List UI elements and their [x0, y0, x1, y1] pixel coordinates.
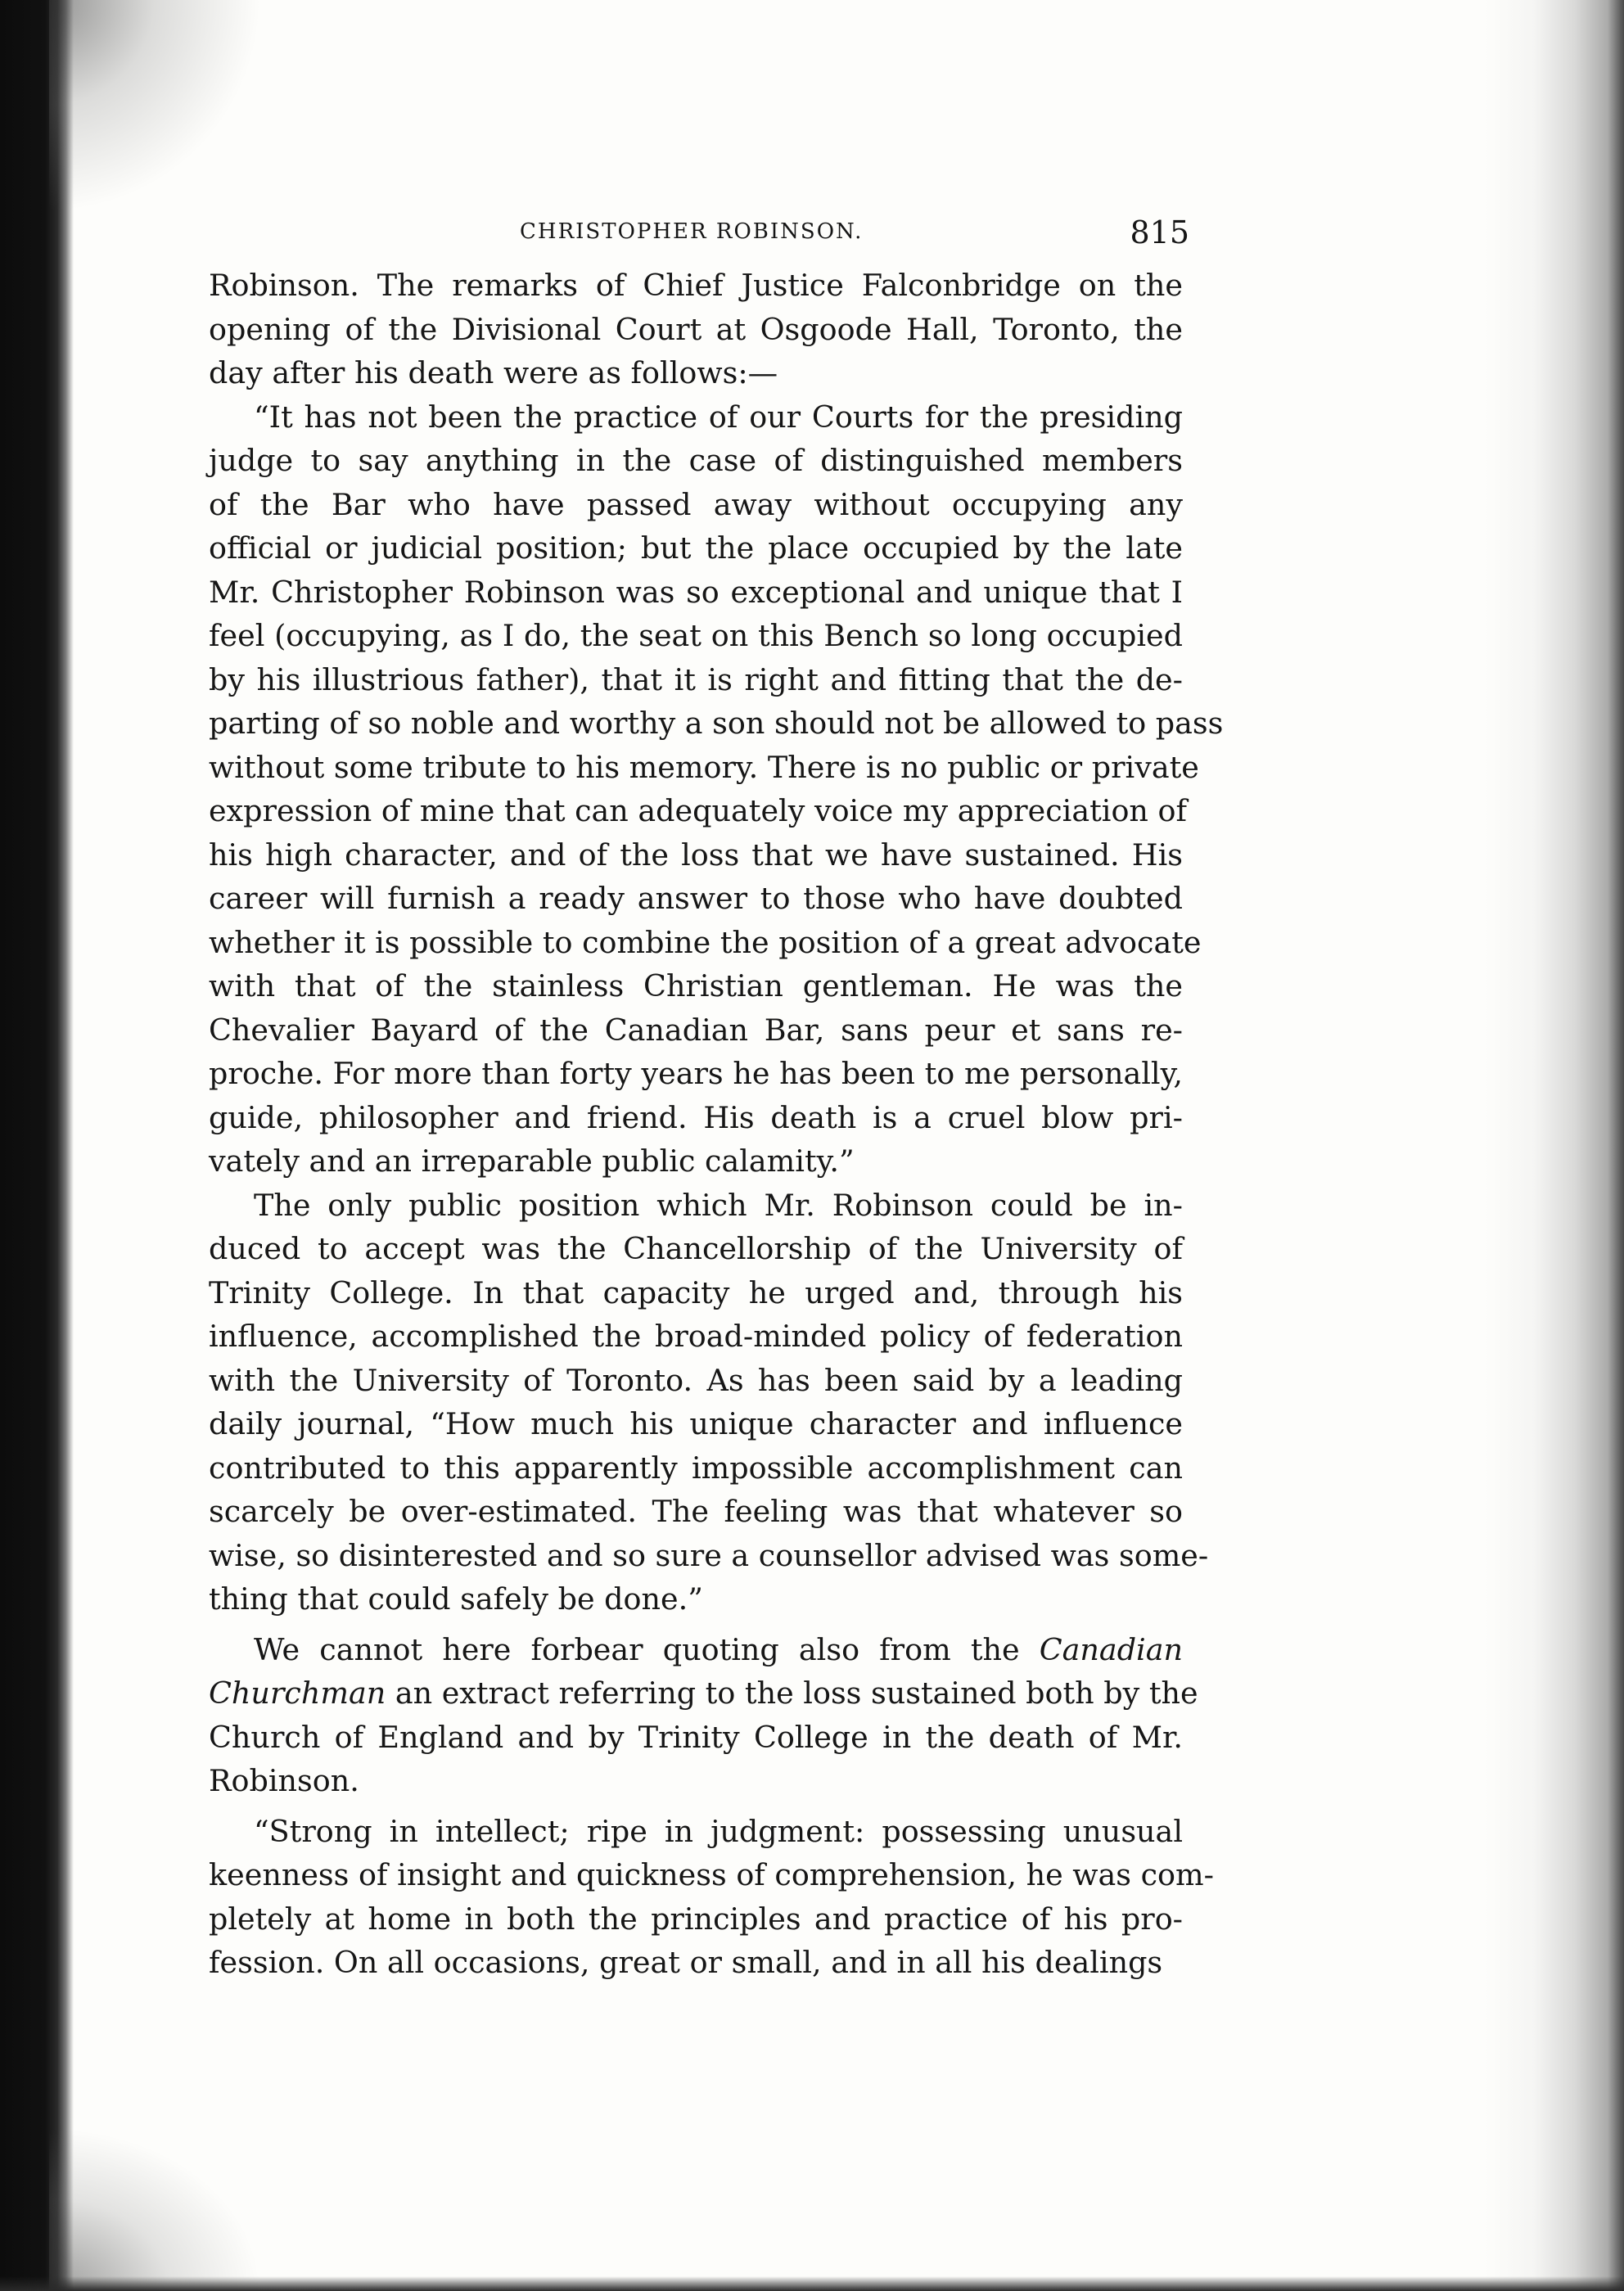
- paragraph: [209, 264, 1183, 395]
- text-line: duced to accept was the Chancellorship of the University of: [209, 1231, 1183, 1266]
- text-line: with the University of Toronto. As has been said by a leading: [209, 1362, 1183, 1398]
- text-line: Trinity College. In that capacity he urged and, through his: [209, 1274, 1183, 1310]
- body-text: [209, 264, 1224, 1985]
- paragraph: [209, 1184, 1209, 1621]
- text-line: wise, so disinterested and so sure a counsellor advised was some-: [209, 1537, 1209, 1573]
- scan-speckle-top-left: [49, 0, 262, 213]
- text-line: parting of so noble and worthy a son should not be allowed to pass: [209, 706, 1224, 741]
- text-line: “Strong in intellect; ripe in judgment: possessing unusual: [254, 1813, 1183, 1849]
- text-line: Chevalier Bayard of the Canadian Bar, sans peur et sans re-: [209, 1012, 1183, 1048]
- text-line: with that of the stainless Christian gentleman. He was the: [209, 968, 1183, 1003]
- text-line: “It has not been the practice of our Courts for the presiding: [254, 399, 1183, 435]
- text-line: official or judicial position; but the place occupied by the late: [209, 530, 1183, 566]
- text-line: proche. For more than forty years he has been to me personally,: [209, 1056, 1183, 1091]
- paragraph: [209, 395, 1224, 1184]
- text-line: feel (occupying, as I do, the seat on this Bench so long occupied: [209, 618, 1183, 653]
- text-line: without some tribute to his memory. There is no public or private: [209, 749, 1199, 785]
- book-page: [209, 214, 1224, 1985]
- text-line: contributed to this apparently impossible accomplishment can: [209, 1450, 1183, 1486]
- text-line: Robinson. The remarks of Chief Justice Falconbridge on the: [209, 268, 1183, 303]
- text-line: guide, philosopher and friend. His death is a cruel blow pri-: [209, 1099, 1183, 1135]
- text-line: thing that could safely be done.”: [209, 1581, 703, 1617]
- text-line: fession. On all occasions, great or small, and in all his dealings: [209, 1945, 1163, 1980]
- periodical-title: Canadian: [1039, 1631, 1183, 1667]
- text-line: daily journal, “How much his unique character and influence: [209, 1406, 1183, 1441]
- scan-edge-left: [0, 0, 74, 2291]
- page-number: 815: [1130, 214, 1189, 250]
- paragraph-gap: [209, 1803, 1183, 1810]
- text-line: influence, accomplished the broad-minded policy of federation: [209, 1319, 1183, 1354]
- text-line: of the Bar who have passed away without occupying any: [209, 486, 1183, 522]
- text-line: scarcely be over-estimated. The feeling was that whatever so: [209, 1494, 1183, 1529]
- scan-edge-bottom: [0, 2276, 1624, 2291]
- text-line: Robinson.: [209, 1763, 359, 1798]
- paragraph: [209, 1810, 1214, 1985]
- periodical-title: Churchman: [209, 1675, 386, 1711]
- text-line: Church of England and by Trinity College in the death of Mr.: [209, 1719, 1183, 1755]
- paragraph: [209, 1628, 1198, 1803]
- running-head-title: CHRISTOPHER ROBINSON.: [520, 219, 864, 244]
- text-line: opening of the Divisional Court at Osgoode Hall, Toronto, the: [209, 311, 1183, 347]
- text-line: his high character, and of the loss that we have sustained. His: [209, 837, 1183, 873]
- running-head: [209, 214, 1189, 264]
- text-line: by his illustrious father), that it is right and fitting that the de-: [209, 661, 1183, 697]
- scan-edge-right: [1485, 0, 1624, 2291]
- scan-speckle-bottom-left: [49, 2127, 262, 2291]
- text-line: expression of mine that can adequately voice my appreciation of: [209, 793, 1188, 828]
- text-line: keenness of insight and quickness of comprehension, he was com-: [209, 1857, 1214, 1892]
- text-line: The only public position which Mr. Robinson could be in-: [254, 1187, 1183, 1223]
- text-line: judge to say anything in the case of distinguished members: [209, 443, 1183, 478]
- text-line: career will furnish a ready answer to those who have doubted: [209, 881, 1183, 916]
- text-line: vately and an irreparable public calamity.”: [209, 1143, 855, 1179]
- text-line: whether it is possible to combine the position of a great advocate: [209, 924, 1202, 960]
- text-line: pletely at home in both the principles and practice of his pro-: [209, 1901, 1183, 1937]
- text-line: Mr. Christopher Robinson was so exceptional and unique that I: [209, 574, 1183, 610]
- text-line: day after his death were as follows:—: [209, 355, 778, 390]
- paragraph-gap: [209, 1621, 1183, 1628]
- text-line: We cannot here forbear quoting also from the Canadian: [254, 1631, 1183, 1667]
- text-line: Churchman an extract referring to the loss sustained both by the: [209, 1675, 1198, 1711]
